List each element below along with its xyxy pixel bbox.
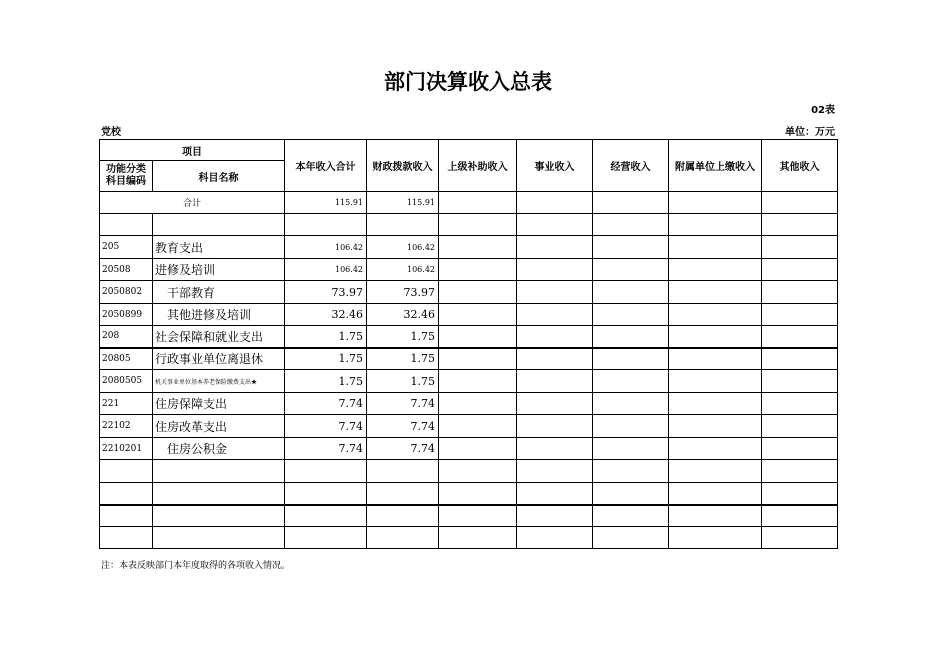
- row-name: 住房公积金: [153, 438, 285, 460]
- row-code: 20508: [100, 259, 153, 281]
- row-total: 7.74: [285, 415, 367, 438]
- row-code: 208: [100, 326, 153, 348]
- row-total: 1.75: [285, 348, 367, 370]
- row-name: 住房改革支出: [153, 415, 285, 438]
- row-name: 干部教育: [153, 281, 285, 304]
- row-code: 2050802: [100, 281, 153, 304]
- row-total: 7.74: [285, 393, 367, 415]
- table-row: [100, 259, 838, 281]
- income-summary-table: [99, 139, 838, 549]
- row-name: 机关事业单位基本养老保险缴费支出★: [153, 370, 285, 393]
- row-total: 73.97: [285, 281, 367, 304]
- header-col-fiscal: 财政拨款收入: [367, 140, 439, 192]
- form-number: 02表: [811, 105, 835, 116]
- table-row: [100, 415, 838, 438]
- row-code: 2050899: [100, 304, 153, 326]
- row-fiscal: 32.46: [367, 304, 439, 326]
- row-fiscal: 73.97: [367, 281, 439, 304]
- row-fiscal: 1.75: [367, 370, 439, 393]
- page-title: 部门决算收入总表: [384, 70, 552, 94]
- row-total: 32.46: [285, 304, 367, 326]
- row-name: 教育支出: [153, 236, 285, 259]
- row-total: 1.75: [285, 370, 367, 393]
- blank-row: [100, 483, 838, 505]
- row-fiscal: 7.74: [367, 415, 439, 438]
- table-row: [100, 370, 838, 393]
- header-col-superior: 上级补助收入: [439, 140, 517, 192]
- row-code: 221: [100, 393, 153, 415]
- header-func-code: 功能分类科目编码: [100, 161, 153, 192]
- row-name: 进修及培训: [153, 259, 285, 281]
- row-fiscal: 1.75: [367, 326, 439, 348]
- row-code: 20805: [100, 348, 153, 370]
- row-fiscal: 7.74: [367, 393, 439, 415]
- row-code: 2080505: [100, 370, 153, 393]
- table-row: [100, 304, 838, 326]
- row-name: 住房保障支出: [153, 393, 285, 415]
- unit-label: 单位：万元: [785, 127, 835, 138]
- header-col-business: 事业收入: [517, 140, 593, 192]
- total-row: [100, 192, 838, 214]
- blank-row: [100, 505, 838, 527]
- row-total: 1.75: [285, 326, 367, 348]
- table-row: [100, 236, 838, 259]
- header-col-affiliated: 附属单位上缴收入: [669, 140, 762, 192]
- row-fiscal: 106.42: [367, 259, 439, 281]
- table-row: [100, 393, 838, 415]
- table-row: [100, 326, 838, 348]
- row-total: 106.42: [285, 259, 367, 281]
- row-code: 2210201: [100, 438, 153, 460]
- row-name: 社会保障和就业支出: [153, 326, 285, 348]
- row-total: 106.42: [285, 236, 367, 259]
- row-fiscal: 7.74: [367, 438, 439, 460]
- footnote: 注：本表反映部门本年度取得的各项收入情况。: [101, 561, 291, 571]
- table-row: [100, 281, 838, 304]
- row-total: 7.74: [285, 438, 367, 460]
- blank-row: [100, 527, 838, 549]
- header-project: 项目: [100, 140, 285, 161]
- row-name: 行政事业单位离退休: [153, 348, 285, 370]
- total-fiscal: 115.91: [367, 192, 439, 214]
- total-amount: 115.91: [285, 192, 367, 214]
- row-fiscal: 106.42: [367, 236, 439, 259]
- header-col-operating: 经营收入: [593, 140, 669, 192]
- header-subject-name: 科目名称: [153, 161, 285, 192]
- table-row: [100, 438, 838, 460]
- blank-row: [100, 460, 838, 483]
- header-col-other: 其他收入: [762, 140, 838, 192]
- row-name: 其他进修及培训: [153, 304, 285, 326]
- row-fiscal: 1.75: [367, 348, 439, 370]
- table-row: [100, 348, 838, 370]
- blank-row: [100, 214, 838, 236]
- row-code: 22102: [100, 415, 153, 438]
- total-label: 合计: [100, 192, 285, 214]
- row-code: 205: [100, 236, 153, 259]
- department-name: 党校: [101, 127, 121, 138]
- header-col-total: 本年收入合计: [285, 140, 367, 192]
